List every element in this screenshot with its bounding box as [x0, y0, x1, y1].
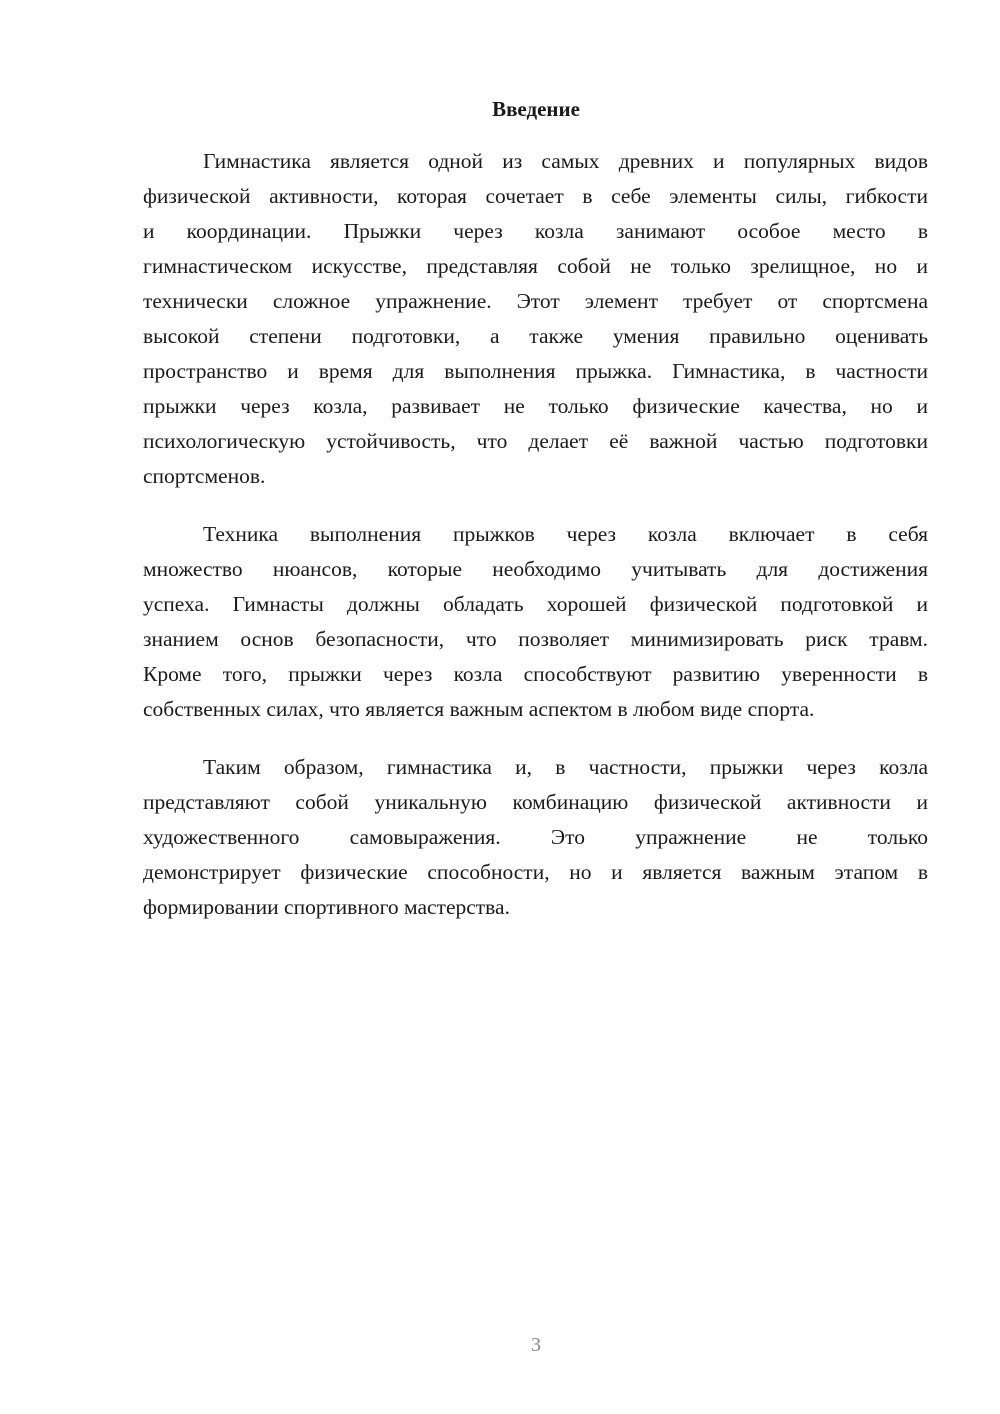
text-line: гимнастическом искусстве, представляя собой не только зрелищное, но и: [143, 254, 928, 278]
text-line: пространство и время для выполнения прыжка. Гимнастика, в частности: [143, 359, 928, 383]
text-line: Гимнастика является одной из самых древних и популярных видов: [203, 149, 928, 173]
text-line: спортсменов.: [143, 464, 266, 488]
page-number: 3: [531, 1334, 541, 1356]
text-line: формировании спортивного мастерства.: [143, 895, 510, 919]
text-line: успеха. Гимнасты должны обладать хорошей физической подготовкой и: [143, 592, 928, 616]
text-line: Кроме того, прыжки через козла способствуют развитию уверенности в: [143, 662, 928, 686]
text-line: и координации. Прыжки через козла занимают особое место в: [143, 219, 928, 243]
text-line: технически сложное упражнение. Этот элемент требует от спортсмена: [143, 289, 928, 313]
text-line: множество нюансов, которые необходимо учитывать для достижения: [143, 557, 928, 581]
text-line: знанием основ безопасности, что позволяет минимизировать риск травм.: [143, 627, 928, 651]
paragraph: [143, 750, 928, 925]
paragraph: [143, 144, 928, 494]
text-line: прыжки через козла, развивает не только физические качества, но и: [143, 394, 928, 418]
text-line: демонстрирует физические способности, но и является важным этапом в: [143, 860, 928, 884]
text-line: художественного самовыражения. Это упражнение не только: [143, 825, 928, 849]
text-line: физической активности, которая сочетает в себе элементы силы, гибкости: [143, 184, 928, 208]
text-line: представляют собой уникальную комбинацию физической активности и: [143, 790, 928, 814]
paragraph: [143, 517, 928, 727]
text-line: психологическую устойчивость, что делает её важной частью подготовки: [143, 429, 928, 453]
text-line: Техника выполнения прыжков через козла включает в себя: [203, 522, 928, 546]
document-body: [143, 144, 928, 948]
text-line: высокой степени подготовки, а также умения правильно оценивать: [143, 324, 928, 348]
text-line: собственных силах, что является важным аспектом в любом виде спорта.: [143, 697, 815, 721]
text-line: Таким образом, гимнастика и, в частности, прыжки через козла: [203, 755, 928, 779]
section-title: Введение: [492, 97, 580, 121]
